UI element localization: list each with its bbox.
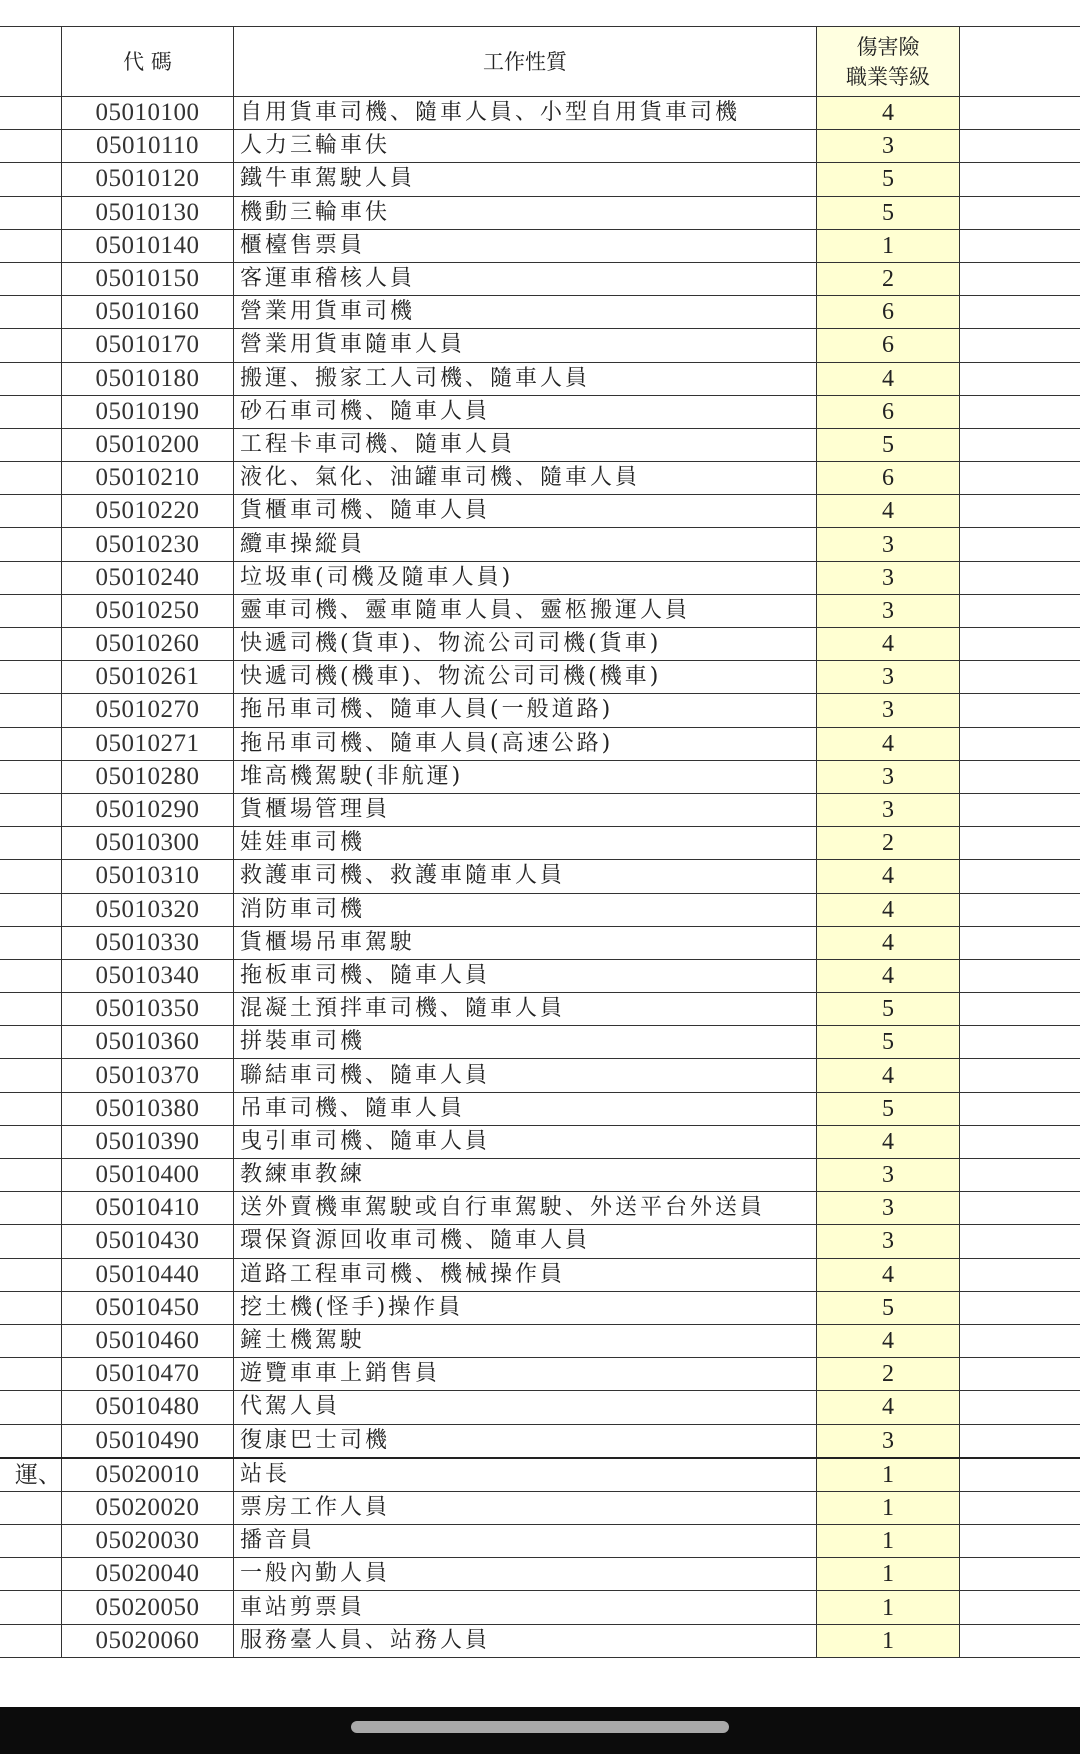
table-row bbox=[0, 97, 1080, 130]
row-title: 營業用貨車司機 bbox=[234, 296, 817, 329]
category-cell bbox=[0, 296, 62, 329]
category-cell bbox=[0, 628, 62, 661]
row-code: 05020020 bbox=[62, 1491, 234, 1524]
table-row bbox=[0, 1291, 1080, 1324]
row-extra-cell bbox=[960, 760, 1080, 793]
category-cell bbox=[0, 893, 62, 926]
row-extra-cell bbox=[960, 97, 1080, 130]
row-title: 客運車稽核人員 bbox=[234, 262, 817, 295]
row-code: 05010470 bbox=[62, 1358, 234, 1391]
row-code: 05010450 bbox=[62, 1291, 234, 1324]
header-level-line2: 職業等級 bbox=[846, 64, 930, 89]
table-row bbox=[0, 793, 1080, 826]
category-cell bbox=[0, 993, 62, 1026]
category-cell bbox=[0, 462, 62, 495]
row-code: 05010310 bbox=[62, 860, 234, 893]
category-cell bbox=[0, 793, 62, 826]
table-row bbox=[0, 196, 1080, 229]
row-title: 垃圾車(司機及隨車人員) bbox=[234, 561, 817, 594]
table-row bbox=[0, 1458, 1080, 1492]
row-extra-cell bbox=[960, 628, 1080, 661]
row-title: 救護車司機、救護車隨車人員 bbox=[234, 860, 817, 893]
row-extra-cell bbox=[960, 1525, 1080, 1558]
row-extra-cell bbox=[960, 163, 1080, 196]
category-cell bbox=[0, 1391, 62, 1424]
row-title: 纜車操縱員 bbox=[234, 528, 817, 561]
row-title: 吊車司機、隨車人員 bbox=[234, 1092, 817, 1125]
row-level: 6 bbox=[817, 296, 960, 329]
row-code: 05010410 bbox=[62, 1192, 234, 1225]
row-extra-cell bbox=[960, 362, 1080, 395]
category-cell bbox=[0, 1159, 62, 1192]
row-title: 液化、氣化、油罐車司機、隨車人員 bbox=[234, 462, 817, 495]
row-code: 05010430 bbox=[62, 1225, 234, 1258]
row-extra-cell bbox=[960, 893, 1080, 926]
row-extra-cell bbox=[960, 395, 1080, 428]
row-level: 4 bbox=[817, 1258, 960, 1291]
row-code: 05010100 bbox=[62, 97, 234, 130]
row-level: 3 bbox=[817, 528, 960, 561]
category-cell bbox=[0, 1491, 62, 1524]
category-cell bbox=[0, 163, 62, 196]
row-title: 遊覽車車上銷售員 bbox=[234, 1358, 817, 1391]
category-cell bbox=[0, 528, 62, 561]
row-extra-cell bbox=[960, 1159, 1080, 1192]
row-title: 拖吊車司機、隨車人員(一般道路) bbox=[234, 694, 817, 727]
row-level: 4 bbox=[817, 926, 960, 959]
occupation-table bbox=[0, 26, 1080, 1658]
row-title: 道路工程車司機、機械操作員 bbox=[234, 1258, 817, 1291]
row-code: 05010340 bbox=[62, 959, 234, 992]
category-cell bbox=[0, 196, 62, 229]
table-row bbox=[0, 860, 1080, 893]
row-extra-cell bbox=[960, 130, 1080, 163]
table-row bbox=[0, 594, 1080, 627]
table-row bbox=[0, 1591, 1080, 1624]
row-title: 鏟土機駕駛 bbox=[234, 1324, 817, 1357]
row-title: 快遞司機(貨車)、物流公司司機(貨車) bbox=[234, 628, 817, 661]
category-cell bbox=[0, 959, 62, 992]
row-level: 1 bbox=[817, 1525, 960, 1558]
category-cell bbox=[0, 130, 62, 163]
row-extra-cell bbox=[960, 462, 1080, 495]
category-cell bbox=[0, 1424, 62, 1458]
row-level: 3 bbox=[817, 1159, 960, 1192]
row-code: 05010400 bbox=[62, 1159, 234, 1192]
row-title: 娃娃車司機 bbox=[234, 827, 817, 860]
table-row bbox=[0, 1125, 1080, 1158]
table-row bbox=[0, 993, 1080, 1026]
row-code: 05010480 bbox=[62, 1391, 234, 1424]
row-code: 05010330 bbox=[62, 926, 234, 959]
header-category-cell bbox=[0, 27, 62, 97]
category-cell bbox=[0, 1258, 62, 1291]
row-title: 混凝土預拌車司機、隨車人員 bbox=[234, 993, 817, 1026]
row-code: 05010300 bbox=[62, 827, 234, 860]
table-row bbox=[0, 694, 1080, 727]
row-level: 3 bbox=[817, 760, 960, 793]
table-row bbox=[0, 827, 1080, 860]
table-row bbox=[0, 528, 1080, 561]
row-extra-cell bbox=[960, 727, 1080, 760]
category-cell bbox=[0, 727, 62, 760]
row-level: 1 bbox=[817, 1458, 960, 1492]
table-row bbox=[0, 926, 1080, 959]
row-extra-cell bbox=[960, 793, 1080, 826]
row-level: 1 bbox=[817, 1491, 960, 1524]
category-fragment: 運、 bbox=[0, 1458, 62, 1492]
row-code: 05010120 bbox=[62, 163, 234, 196]
row-code: 05010190 bbox=[62, 395, 234, 428]
row-level: 5 bbox=[817, 1291, 960, 1324]
row-extra-cell bbox=[960, 1225, 1080, 1258]
row-title: 播音員 bbox=[234, 1525, 817, 1558]
row-extra-cell bbox=[960, 1092, 1080, 1125]
category-cell bbox=[0, 594, 62, 627]
row-title: 拖吊車司機、隨車人員(高速公路) bbox=[234, 727, 817, 760]
row-code: 05010150 bbox=[62, 262, 234, 295]
category-cell bbox=[0, 1026, 62, 1059]
table-row bbox=[0, 727, 1080, 760]
category-cell bbox=[0, 1558, 62, 1591]
row-extra-cell bbox=[960, 926, 1080, 959]
table-row bbox=[0, 262, 1080, 295]
category-cell bbox=[0, 1525, 62, 1558]
row-extra-cell bbox=[960, 1391, 1080, 1424]
home-indicator[interactable] bbox=[351, 1721, 729, 1733]
header-code: 代 碼 bbox=[62, 27, 234, 97]
table-row bbox=[0, 296, 1080, 329]
row-level: 4 bbox=[817, 1059, 960, 1092]
row-extra-cell bbox=[960, 993, 1080, 1026]
table-row bbox=[0, 1424, 1080, 1458]
row-title: 代駕人員 bbox=[234, 1391, 817, 1424]
row-level: 3 bbox=[817, 1424, 960, 1458]
row-code: 05010230 bbox=[62, 528, 234, 561]
row-title: 挖土機(怪手)操作員 bbox=[234, 1291, 817, 1324]
row-level: 4 bbox=[817, 893, 960, 926]
table-row bbox=[0, 1391, 1080, 1424]
row-level: 3 bbox=[817, 694, 960, 727]
row-level: 3 bbox=[817, 661, 960, 694]
row-level: 6 bbox=[817, 329, 960, 362]
row-extra-cell bbox=[960, 1125, 1080, 1158]
row-title: 工程卡車司機、隨車人員 bbox=[234, 428, 817, 461]
row-level: 3 bbox=[817, 130, 960, 163]
row-title: 教練車教練 bbox=[234, 1159, 817, 1192]
row-code: 05010170 bbox=[62, 329, 234, 362]
row-level: 1 bbox=[817, 1558, 960, 1591]
row-extra-cell bbox=[960, 196, 1080, 229]
navigation-bar bbox=[0, 1707, 1080, 1754]
table-row bbox=[0, 760, 1080, 793]
row-title: 曳引車司機、隨車人員 bbox=[234, 1125, 817, 1158]
row-extra-cell bbox=[960, 860, 1080, 893]
row-title: 聯結車司機、隨車人員 bbox=[234, 1059, 817, 1092]
row-code: 05010320 bbox=[62, 893, 234, 926]
table-row bbox=[0, 163, 1080, 196]
row-extra-cell bbox=[960, 428, 1080, 461]
row-extra-cell bbox=[960, 694, 1080, 727]
row-title: 拼裝車司機 bbox=[234, 1026, 817, 1059]
row-level: 1 bbox=[817, 1591, 960, 1624]
table-header-row bbox=[0, 27, 1080, 97]
row-title: 消防車司機 bbox=[234, 893, 817, 926]
table-row bbox=[0, 130, 1080, 163]
row-title: 服務臺人員、站務人員 bbox=[234, 1624, 817, 1657]
row-extra-cell bbox=[960, 661, 1080, 694]
row-code: 05020040 bbox=[62, 1558, 234, 1591]
row-extra-cell bbox=[960, 1026, 1080, 1059]
table-row bbox=[0, 1624, 1080, 1657]
row-code: 05010140 bbox=[62, 229, 234, 262]
row-level: 4 bbox=[817, 97, 960, 130]
row-level: 4 bbox=[817, 362, 960, 395]
table-row bbox=[0, 1092, 1080, 1125]
category-cell bbox=[0, 229, 62, 262]
table-row bbox=[0, 1159, 1080, 1192]
row-extra-cell bbox=[960, 1291, 1080, 1324]
table-row bbox=[0, 1558, 1080, 1591]
table-row bbox=[0, 1059, 1080, 1092]
row-title: 站長 bbox=[234, 1458, 817, 1492]
row-extra-cell bbox=[960, 329, 1080, 362]
row-code: 05010380 bbox=[62, 1092, 234, 1125]
table-row bbox=[0, 959, 1080, 992]
row-code: 05010370 bbox=[62, 1059, 234, 1092]
row-title: 機動三輪車伕 bbox=[234, 196, 817, 229]
table-row bbox=[0, 229, 1080, 262]
row-extra-cell bbox=[960, 1458, 1080, 1492]
row-title: 搬運、搬家工人司機、隨車人員 bbox=[234, 362, 817, 395]
table-row bbox=[0, 1358, 1080, 1391]
table-row bbox=[0, 428, 1080, 461]
row-level: 5 bbox=[817, 196, 960, 229]
row-code: 05010271 bbox=[62, 727, 234, 760]
category-cell bbox=[0, 694, 62, 727]
row-level: 3 bbox=[817, 561, 960, 594]
row-title: 環保資源回收車司機、隨車人員 bbox=[234, 1225, 817, 1258]
row-title: 營業用貨車隨車人員 bbox=[234, 329, 817, 362]
row-code: 05010280 bbox=[62, 760, 234, 793]
category-cell bbox=[0, 561, 62, 594]
category-cell bbox=[0, 1092, 62, 1125]
row-level: 4 bbox=[817, 628, 960, 661]
row-code: 05010261 bbox=[62, 661, 234, 694]
category-cell bbox=[0, 1291, 62, 1324]
category-cell bbox=[0, 97, 62, 130]
row-level: 4 bbox=[817, 1324, 960, 1357]
row-level: 1 bbox=[817, 1624, 960, 1657]
category-cell bbox=[0, 760, 62, 793]
row-code: 05010350 bbox=[62, 993, 234, 1026]
row-extra-cell bbox=[960, 1324, 1080, 1357]
row-title: 靈車司機、靈車隨車人員、靈柩搬運人員 bbox=[234, 594, 817, 627]
table-body bbox=[0, 97, 1080, 1658]
row-level: 3 bbox=[817, 594, 960, 627]
row-title: 貨櫃場吊車駕駛 bbox=[234, 926, 817, 959]
row-extra-cell bbox=[960, 528, 1080, 561]
row-level: 1 bbox=[817, 229, 960, 262]
row-code: 05010260 bbox=[62, 628, 234, 661]
row-extra-cell bbox=[960, 1059, 1080, 1092]
category-cell bbox=[0, 428, 62, 461]
row-code: 05010360 bbox=[62, 1026, 234, 1059]
row-level: 4 bbox=[817, 495, 960, 528]
row-extra-cell bbox=[960, 495, 1080, 528]
row-level: 3 bbox=[817, 1225, 960, 1258]
row-title: 砂石車司機、隨車人員 bbox=[234, 395, 817, 428]
row-level: 3 bbox=[817, 793, 960, 826]
table-row bbox=[0, 1026, 1080, 1059]
row-code: 05010250 bbox=[62, 594, 234, 627]
table-row bbox=[0, 395, 1080, 428]
row-level: 4 bbox=[817, 1391, 960, 1424]
header-title: 工作性質 bbox=[234, 27, 817, 97]
row-extra-cell bbox=[960, 827, 1080, 860]
row-extra-cell bbox=[960, 1192, 1080, 1225]
row-title: 復康巴士司機 bbox=[234, 1424, 817, 1458]
category-cell bbox=[0, 262, 62, 295]
row-title: 人力三輪車伕 bbox=[234, 130, 817, 163]
table-row bbox=[0, 1258, 1080, 1291]
category-cell bbox=[0, 362, 62, 395]
row-code: 05020010 bbox=[62, 1458, 234, 1492]
category-cell bbox=[0, 1125, 62, 1158]
row-code: 05010270 bbox=[62, 694, 234, 727]
row-title: 快遞司機(機車)、物流公司司機(機車) bbox=[234, 661, 817, 694]
category-cell bbox=[0, 1358, 62, 1391]
row-code: 05010110 bbox=[62, 130, 234, 163]
row-level: 4 bbox=[817, 860, 960, 893]
row-extra-cell bbox=[960, 296, 1080, 329]
table-row bbox=[0, 661, 1080, 694]
category-cell bbox=[0, 926, 62, 959]
row-code: 05020030 bbox=[62, 1525, 234, 1558]
row-extra-cell bbox=[960, 1558, 1080, 1591]
row-title: 自用貨車司機、隨車人員、小型自用貨車司機 bbox=[234, 97, 817, 130]
row-extra-cell bbox=[960, 229, 1080, 262]
row-level: 4 bbox=[817, 1125, 960, 1158]
table-row bbox=[0, 462, 1080, 495]
header-level bbox=[817, 27, 960, 97]
category-cell bbox=[0, 395, 62, 428]
table-row bbox=[0, 1225, 1080, 1258]
row-title: 貨櫃車司機、隨車人員 bbox=[234, 495, 817, 528]
row-code: 05010180 bbox=[62, 362, 234, 395]
row-level: 5 bbox=[817, 993, 960, 1026]
category-cell bbox=[0, 329, 62, 362]
category-cell bbox=[0, 827, 62, 860]
row-extra-cell bbox=[960, 1358, 1080, 1391]
table-row bbox=[0, 1324, 1080, 1357]
header-extra-cell bbox=[960, 27, 1080, 97]
row-code: 05020060 bbox=[62, 1624, 234, 1657]
table-row bbox=[0, 893, 1080, 926]
row-level: 5 bbox=[817, 163, 960, 196]
row-title: 車站剪票員 bbox=[234, 1591, 817, 1624]
table-row bbox=[0, 1491, 1080, 1524]
table-row bbox=[0, 362, 1080, 395]
row-extra-cell bbox=[960, 1258, 1080, 1291]
category-cell bbox=[0, 1192, 62, 1225]
table-row bbox=[0, 561, 1080, 594]
row-code: 05010210 bbox=[62, 462, 234, 495]
row-title: 堆高機駕駛(非航運) bbox=[234, 760, 817, 793]
category-cell bbox=[0, 860, 62, 893]
row-extra-cell bbox=[960, 959, 1080, 992]
row-extra-cell bbox=[960, 1491, 1080, 1524]
row-level: 5 bbox=[817, 1092, 960, 1125]
row-title: 鐵牛車駕駛人員 bbox=[234, 163, 817, 196]
row-code: 05020050 bbox=[62, 1591, 234, 1624]
category-cell bbox=[0, 661, 62, 694]
row-level: 5 bbox=[817, 1026, 960, 1059]
row-extra-cell bbox=[960, 1424, 1080, 1458]
row-level: 4 bbox=[817, 959, 960, 992]
row-title: 一般內勤人員 bbox=[234, 1558, 817, 1591]
row-level: 4 bbox=[817, 727, 960, 760]
category-cell bbox=[0, 1624, 62, 1657]
row-code: 05010130 bbox=[62, 196, 234, 229]
row-code: 05010490 bbox=[62, 1424, 234, 1458]
row-level: 2 bbox=[817, 827, 960, 860]
table-row bbox=[0, 628, 1080, 661]
row-extra-cell bbox=[960, 561, 1080, 594]
category-cell bbox=[0, 1591, 62, 1624]
table-row bbox=[0, 1525, 1080, 1558]
row-extra-cell bbox=[960, 262, 1080, 295]
row-title: 貨櫃場管理員 bbox=[234, 793, 817, 826]
row-level: 3 bbox=[817, 1192, 960, 1225]
row-extra-cell bbox=[960, 1624, 1080, 1657]
row-title: 拖板車司機、隨車人員 bbox=[234, 959, 817, 992]
row-level: 6 bbox=[817, 395, 960, 428]
table-row bbox=[0, 495, 1080, 528]
row-level: 6 bbox=[817, 462, 960, 495]
row-title: 櫃檯售票員 bbox=[234, 229, 817, 262]
row-extra-cell bbox=[960, 594, 1080, 627]
row-title: 票房工作人員 bbox=[234, 1491, 817, 1524]
row-level: 2 bbox=[817, 262, 960, 295]
row-code: 05010200 bbox=[62, 428, 234, 461]
row-level: 5 bbox=[817, 428, 960, 461]
row-code: 05010160 bbox=[62, 296, 234, 329]
row-code: 05010440 bbox=[62, 1258, 234, 1291]
row-title: 送外賣機車駕駛或自行車駕駛、外送平台外送員 bbox=[234, 1192, 817, 1225]
row-level: 2 bbox=[817, 1358, 960, 1391]
row-code: 05010220 bbox=[62, 495, 234, 528]
header-level-line1: 傷害險 bbox=[856, 34, 920, 59]
row-code: 05010390 bbox=[62, 1125, 234, 1158]
table-row bbox=[0, 1192, 1080, 1225]
category-cell bbox=[0, 1225, 62, 1258]
category-cell bbox=[0, 495, 62, 528]
row-code: 05010460 bbox=[62, 1324, 234, 1357]
table-row bbox=[0, 329, 1080, 362]
row-code: 05010290 bbox=[62, 793, 234, 826]
row-extra-cell bbox=[960, 1591, 1080, 1624]
category-cell bbox=[0, 1324, 62, 1357]
row-code: 05010240 bbox=[62, 561, 234, 594]
category-cell bbox=[0, 1059, 62, 1092]
